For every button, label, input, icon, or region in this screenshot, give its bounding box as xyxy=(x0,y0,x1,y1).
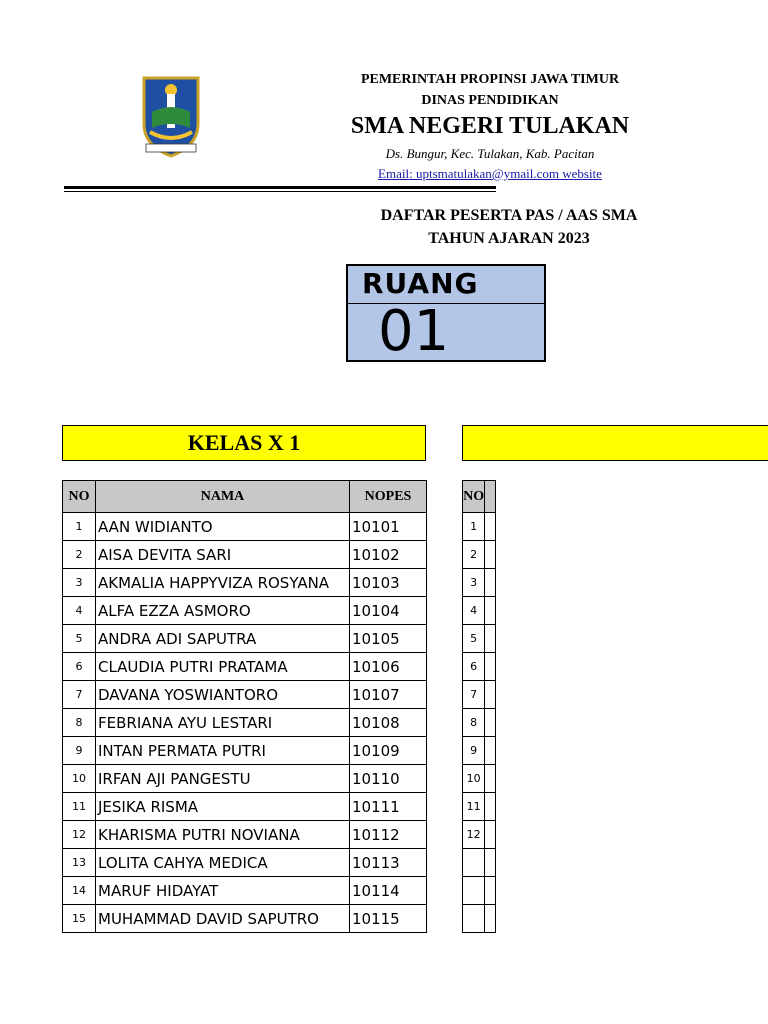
row-number: 1 xyxy=(463,513,485,541)
student-name: FEBRIANA AYU LESTARI xyxy=(96,709,350,737)
student-name xyxy=(485,681,496,709)
class-1-participant-table xyxy=(62,480,427,933)
exam-number: 10103 xyxy=(350,569,427,597)
row-number: 4 xyxy=(63,597,96,625)
student-name xyxy=(485,541,496,569)
row-number: 11 xyxy=(463,793,485,821)
table-row xyxy=(463,849,496,877)
table-row xyxy=(63,653,427,681)
exam-number: 10112 xyxy=(350,821,427,849)
student-name xyxy=(485,709,496,737)
row-number: 2 xyxy=(63,541,96,569)
table-row xyxy=(63,597,427,625)
table-header-row xyxy=(463,481,496,513)
student-name: MUHAMMAD DAVID SAPUTRO xyxy=(96,905,350,933)
table-row xyxy=(63,849,427,877)
row-number: 8 xyxy=(63,709,96,737)
table-row xyxy=(63,541,427,569)
student-name xyxy=(485,765,496,793)
student-name xyxy=(485,737,496,765)
row-number: 5 xyxy=(463,625,485,653)
student-name: AAN WIDIANTO xyxy=(96,513,350,541)
exam-number: 10104 xyxy=(350,597,427,625)
table-row xyxy=(463,709,496,737)
row-number: 8 xyxy=(463,709,485,737)
table-header-row xyxy=(63,481,427,513)
table-row xyxy=(63,625,427,653)
student-name xyxy=(485,849,496,877)
row-number: 11 xyxy=(63,793,96,821)
school-contact-link[interactable]: Email: uptsmatulakan@ymail.com website xyxy=(378,166,602,181)
student-name xyxy=(485,569,496,597)
row-number: 3 xyxy=(63,569,96,597)
row-number: 4 xyxy=(463,597,485,625)
student-name: KHARISMA PUTRI NOVIANA xyxy=(96,821,350,849)
table-row xyxy=(63,513,427,541)
table-row xyxy=(63,737,427,765)
table-row xyxy=(463,681,496,709)
table-row xyxy=(463,513,496,541)
row-number: 6 xyxy=(63,653,96,681)
student-name: AISA DEVITA SARI xyxy=(96,541,350,569)
exam-number: 10106 xyxy=(350,653,427,681)
school-name: SMA NEGERI TULAKAN xyxy=(350,113,630,139)
header-department: DINAS PENDIDIKAN xyxy=(421,93,559,108)
row-number: 5 xyxy=(63,625,96,653)
table-row xyxy=(463,625,496,653)
table-row xyxy=(463,541,496,569)
table-row xyxy=(63,793,427,821)
row-number: 2 xyxy=(463,541,485,569)
row-number: 7 xyxy=(463,681,485,709)
student-name xyxy=(485,513,496,541)
row-number: 3 xyxy=(463,569,485,597)
student-name: IRFAN AJI PANGESTU xyxy=(96,765,350,793)
row-number: 7 xyxy=(63,681,96,709)
exam-number: 10115 xyxy=(350,905,427,933)
student-name: AKMALIA HAPPYVIZA ROSYANA xyxy=(96,569,350,597)
table-row xyxy=(463,877,496,905)
student-name xyxy=(485,597,496,625)
row-number: 13 xyxy=(63,849,96,877)
row-number: 14 xyxy=(63,877,96,905)
student-name: MARUF HIDAYAT xyxy=(96,877,350,905)
row-number xyxy=(463,877,485,905)
exam-number: 10110 xyxy=(350,765,427,793)
exam-number: 10105 xyxy=(350,625,427,653)
header-divider-thin xyxy=(64,191,496,192)
room-label: RUANG xyxy=(348,266,544,304)
student-name: LOLITA CAHYA MEDICA xyxy=(96,849,350,877)
academic-year: TAHUN AJARAN 2023 xyxy=(428,230,590,247)
class-2-participant-table xyxy=(462,480,496,933)
exam-number: 10108 xyxy=(350,709,427,737)
exam-number: 10111 xyxy=(350,793,427,821)
table-row xyxy=(63,905,427,933)
student-name xyxy=(485,793,496,821)
table-row xyxy=(463,737,496,765)
school-address: Ds. Bungur, Kec. Tulakan, Kab. Pacitan xyxy=(385,146,595,161)
student-name xyxy=(485,625,496,653)
student-name: CLAUDIA PUTRI PRATAMA xyxy=(96,653,350,681)
student-name xyxy=(485,905,496,933)
row-number: 9 xyxy=(463,737,485,765)
exam-number: 10113 xyxy=(350,849,427,877)
table-row xyxy=(63,765,427,793)
table-row xyxy=(63,569,427,597)
row-number xyxy=(463,905,485,933)
student-name xyxy=(485,821,496,849)
room-box xyxy=(346,264,546,362)
table-row xyxy=(63,877,427,905)
table-row xyxy=(463,597,496,625)
exam-number: 10101 xyxy=(350,513,427,541)
column-header-nama: NAMA xyxy=(96,481,350,513)
row-number: 12 xyxy=(63,821,96,849)
exam-number: 10107 xyxy=(350,681,427,709)
table-row xyxy=(463,793,496,821)
column-header-no: NO xyxy=(463,481,485,513)
row-number: 6 xyxy=(463,653,485,681)
table-row xyxy=(463,569,496,597)
column-header-no: NO xyxy=(63,481,96,513)
student-name: ANDRA ADI SAPUTRA xyxy=(96,625,350,653)
student-name: DAVANA YOSWIANTORO xyxy=(96,681,350,709)
table-row xyxy=(463,765,496,793)
table-row xyxy=(463,821,496,849)
row-number xyxy=(463,849,485,877)
class-title-2 xyxy=(462,425,768,461)
row-number: 10 xyxy=(63,765,96,793)
column-header-nama xyxy=(485,481,496,513)
row-number: 15 xyxy=(63,905,96,933)
table-row xyxy=(63,821,427,849)
header-divider-thick xyxy=(64,186,496,189)
exam-number: 10102 xyxy=(350,541,427,569)
table-row xyxy=(463,653,496,681)
header-government: PEMERINTAH PROPINSI JAWA TIMUR xyxy=(360,72,620,87)
table-row xyxy=(63,709,427,737)
student-name xyxy=(485,653,496,681)
student-name xyxy=(485,877,496,905)
exam-number: 10109 xyxy=(350,737,427,765)
row-number: 9 xyxy=(63,737,96,765)
student-name: JESIKA RISMA xyxy=(96,793,350,821)
student-name: ALFA EZZA ASMORO xyxy=(96,597,350,625)
class-title-1: KELAS X 1 xyxy=(62,425,426,461)
room-number: 01 xyxy=(378,299,450,364)
student-name: INTAN PERMATA PUTRI xyxy=(96,737,350,765)
row-number: 1 xyxy=(63,513,96,541)
exam-number: 10114 xyxy=(350,877,427,905)
table-row xyxy=(463,905,496,933)
column-header-nopes: NOPES xyxy=(350,481,427,513)
document-title: DAFTAR PESERTA PAS / AAS SMA xyxy=(380,207,638,224)
row-number: 10 xyxy=(463,765,485,793)
table-row xyxy=(63,681,427,709)
row-number: 12 xyxy=(463,821,485,849)
